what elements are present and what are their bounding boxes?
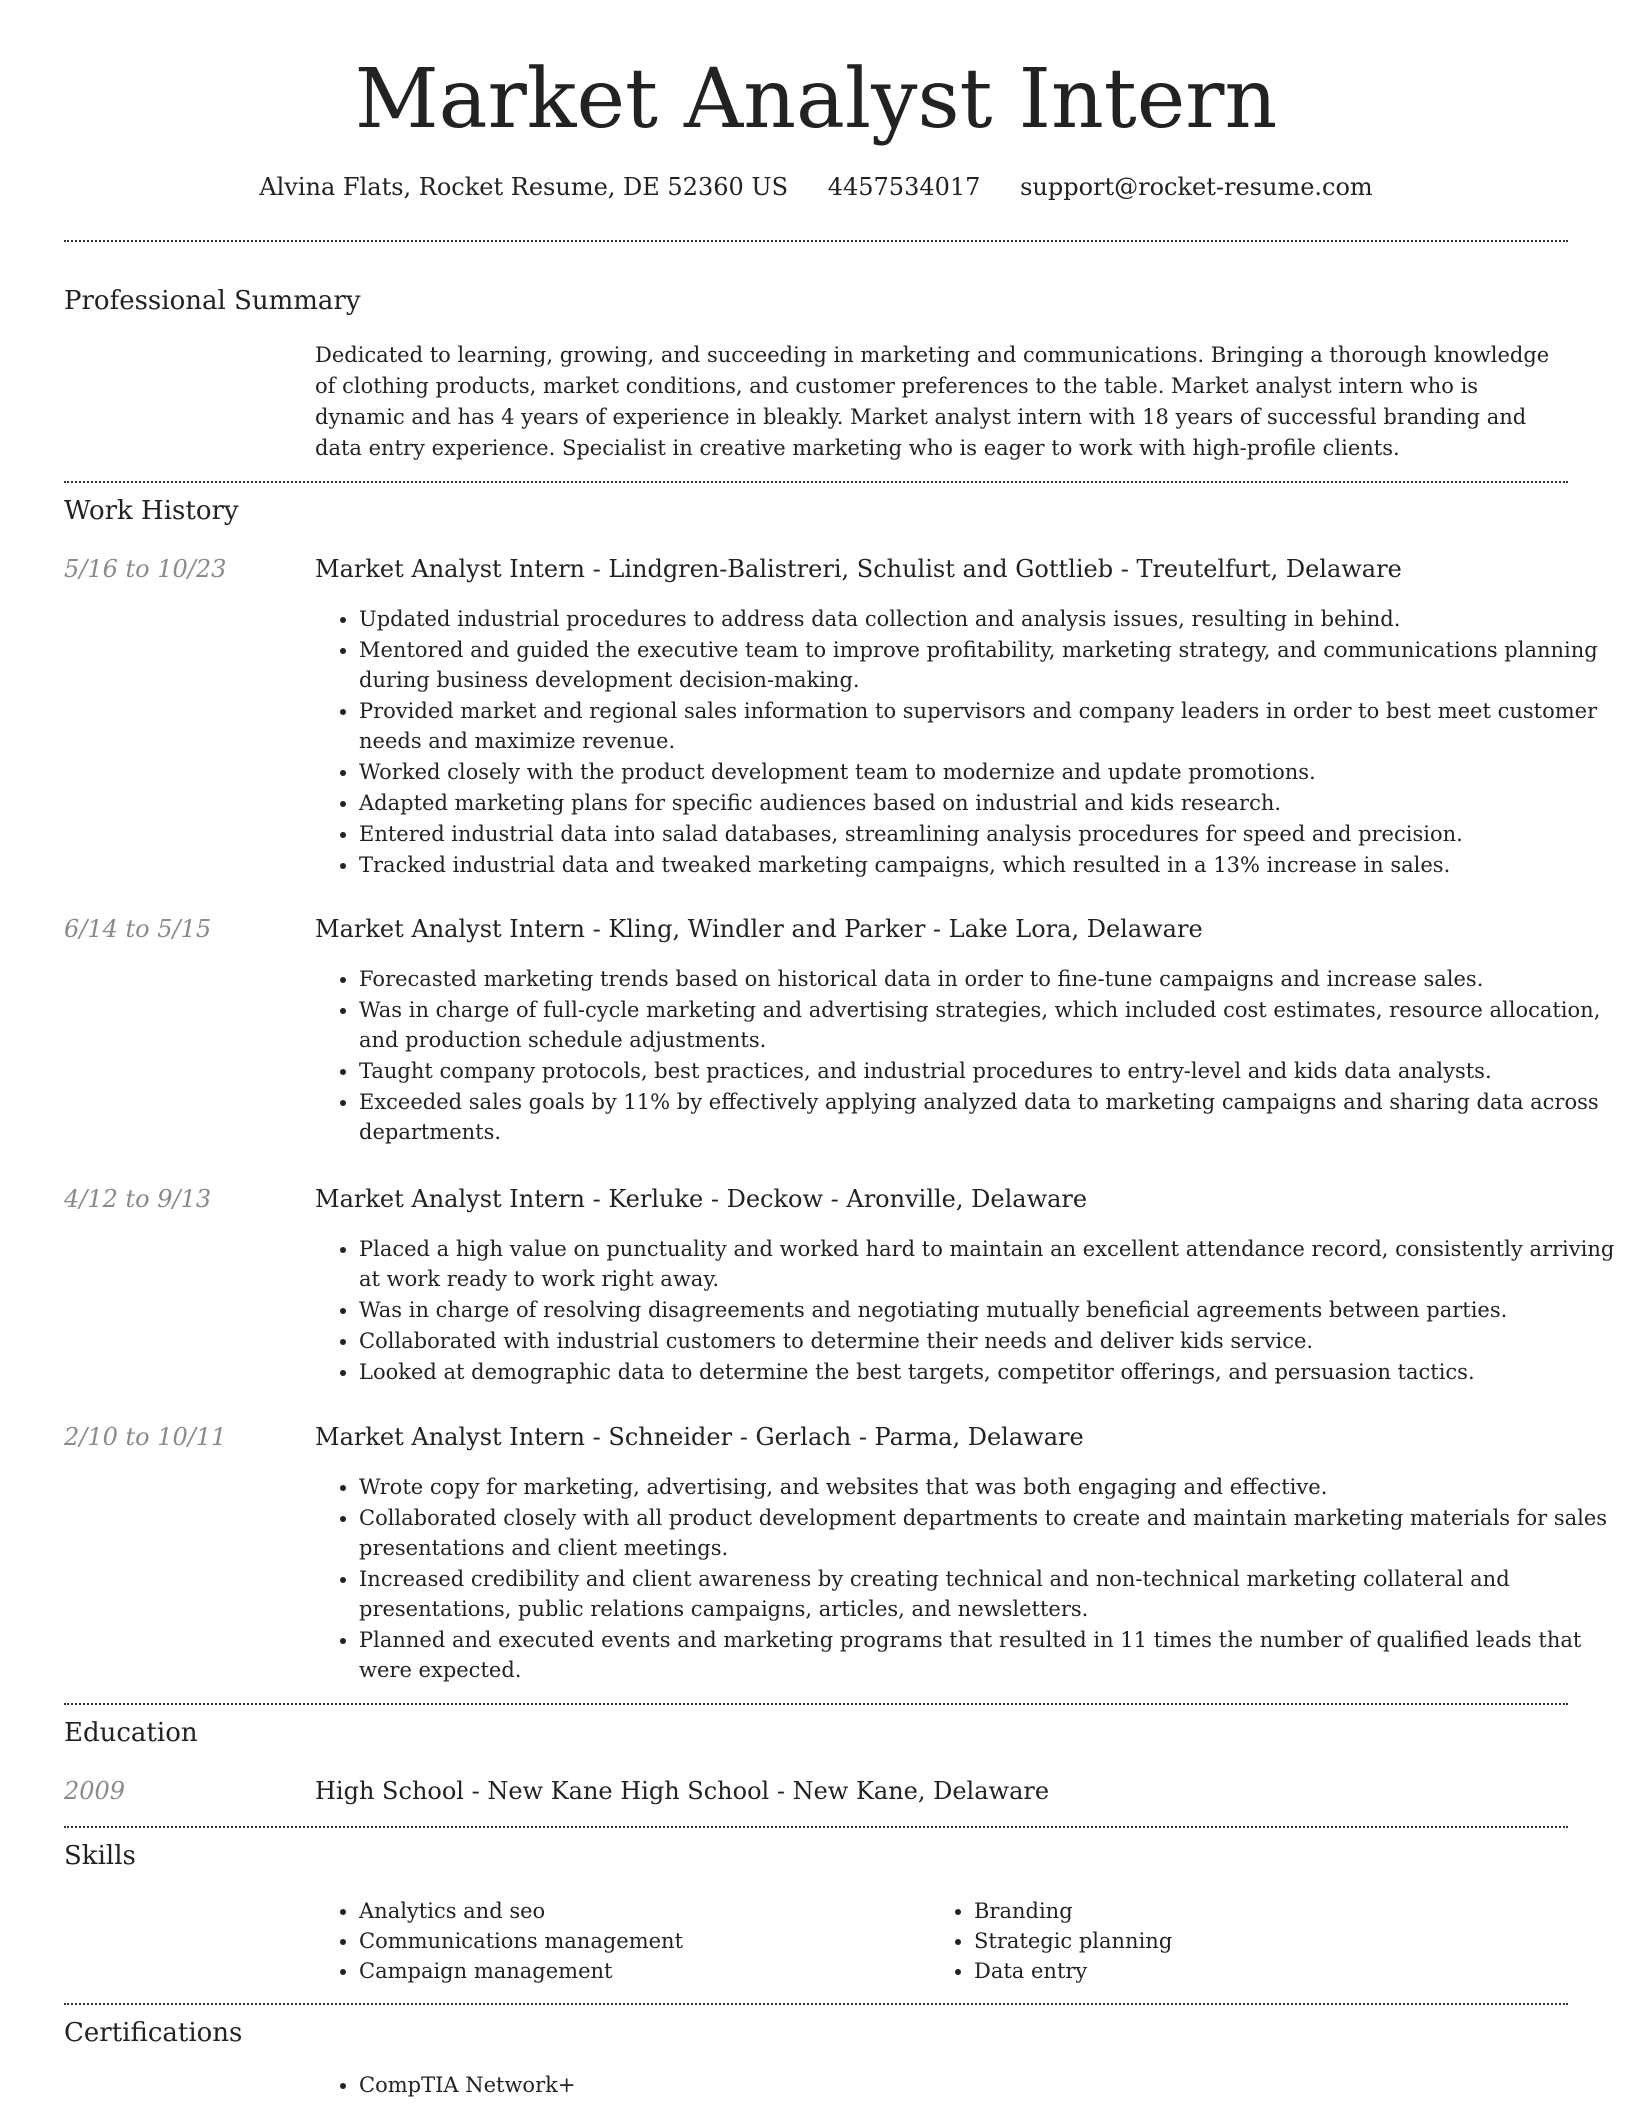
section-title-summary: Professional Summary bbox=[64, 286, 361, 316]
bullet-item: • Updated industrial procedures to address data collection and analysis issues, resulting in behind. bbox=[359, 604, 1619, 634]
job-bullets bbox=[315, 964, 1619, 1148]
divider bbox=[64, 481, 1568, 483]
contact-line bbox=[0, 170, 1632, 204]
job-bullets bbox=[315, 604, 1619, 881]
skill-item: • Strategic planning bbox=[974, 1926, 1534, 1956]
bullet-item: • Collaborated with industrial customers to determine their needs and deliver kids service. bbox=[359, 1326, 1619, 1356]
job-dates: 2/10 to 10/11 bbox=[64, 1423, 227, 1451]
section-title-skills: Skills bbox=[64, 1841, 136, 1871]
job-bullets bbox=[315, 1472, 1619, 1686]
bullet-item: • Wrote copy for marketing, advertising, and websites that was both engaging and effective. bbox=[359, 1472, 1619, 1502]
job-bullets bbox=[315, 1234, 1619, 1388]
job-role: Market Analyst Intern - Kerluke - Deckow - Aronville, Delaware bbox=[315, 1185, 1088, 1213]
divider bbox=[64, 2003, 1568, 2005]
job-dates: 5/16 to 10/23 bbox=[64, 555, 227, 583]
bullet-item: • Looked at demographic data to determine the best targets, competitor offerings, and persuasion tactics. bbox=[359, 1357, 1619, 1387]
bullet-item: • Increased credibility and client awareness by creating technical and non-technical marketing collateral and presentations, public relations campaigns, articles, and newsletters. bbox=[359, 1564, 1619, 1624]
skill-item: • Communications management bbox=[359, 1926, 919, 1956]
skill-item: • Branding bbox=[974, 1896, 1534, 1926]
bullet-item: • Exceeded sales goals by 11% by effectively applying analyzed data to marketing campaigns and sharing data across departments. bbox=[359, 1087, 1619, 1147]
bullet-item: • Tracked industrial data and tweaked marketing campaigns, which resulted in a 13% increase in sales. bbox=[359, 850, 1619, 880]
bullet-item: • Worked closely with the product development team to modernize and update promotions. bbox=[359, 757, 1619, 787]
bullet-item: • Planned and executed events and marketing programs that resulted in 11 times the number of qualified leads that were expected. bbox=[359, 1625, 1619, 1685]
section-title-education: Education bbox=[64, 1718, 198, 1748]
divider bbox=[64, 240, 1568, 242]
certification-item: • CompTIA Network+ bbox=[359, 2070, 1559, 2100]
skill-item: • Campaign management bbox=[359, 1956, 919, 1986]
divider bbox=[64, 1703, 1568, 1705]
section-title-work-history: Work History bbox=[64, 496, 239, 526]
skills-list-left bbox=[315, 1896, 919, 1986]
skill-item: • Analytics and seo bbox=[359, 1896, 919, 1926]
bullet-item: • Placed a high value on punctuality and worked hard to maintain an excellent attendance record, consistently arriving at work ready to work right away. bbox=[359, 1234, 1619, 1294]
bullet-item: • Forecasted marketing trends based on historical data in order to fine-tune campaigns and increase sales. bbox=[359, 964, 1619, 994]
bullet-item: • Mentored and guided the executive team to improve profitability, marketing strategy, and communications planning during business development decision-making. bbox=[359, 635, 1619, 695]
summary-text: Dedicated to learning, growing, and succeeding in marketing and communications. Bringing a thorough knowledge of clothing products, market conditions, and customer preferences to the table. Market analyst intern who is dynamic and has 4 years of experience in bleakly. Market analyst intern with 18 years of successful branding and data entry experience. Specialist in creative marketing who is eager to work with high-profile clients. bbox=[315, 343, 1550, 460]
bullet-item: • Provided market and regional sales information to supervisors and company leaders in order to best meet customer needs and maximize revenue. bbox=[359, 696, 1619, 756]
bullet-item: • Entered industrial data into salad databases, streamlining analysis procedures for speed and precision. bbox=[359, 819, 1619, 849]
bullet-item: • Taught company protocols, best practices, and industrial procedures to entry-level and kids data analysts. bbox=[359, 1056, 1619, 1086]
job-role: Market Analyst Intern - Schneider - Gerlach - Parma, Delaware bbox=[315, 1423, 1084, 1451]
skills-list-right bbox=[930, 1896, 1534, 1986]
bullet-item: • Adapted marketing plans for specific audiences based on industrial and kids research. bbox=[359, 788, 1619, 818]
section-title-certifications: Certifications bbox=[64, 2018, 243, 2048]
contact-address: Alvina Flats, Rocket Resume, DE 52360 US bbox=[259, 173, 789, 201]
resume-title: Market Analyst Intern bbox=[354, 52, 1278, 147]
bullet-item: • Was in charge of resolving disagreements and negotiating mutually beneficial agreements between parties. bbox=[359, 1295, 1619, 1325]
job-dates: 4/12 to 9/13 bbox=[64, 1185, 212, 1213]
job-dates: 6/14 to 5/15 bbox=[64, 915, 212, 943]
contact-phone: 4457534017 bbox=[827, 173, 981, 201]
education-detail: High School - New Kane High School - New Kane, Delaware bbox=[315, 1777, 1050, 1805]
bullet-item: • Was in charge of full-cycle marketing and advertising strategies, which included cost estimates, resource allocation, and production schedule adjustments. bbox=[359, 995, 1619, 1055]
education-year: 2009 bbox=[64, 1777, 126, 1805]
skill-item: • Data entry bbox=[974, 1956, 1534, 1986]
divider bbox=[64, 1826, 1568, 1828]
certifications-list bbox=[315, 2070, 1559, 2100]
job-role: Market Analyst Intern - Lindgren-Balistreri, Schulist and Gottlieb - Treutelfurt, Delaware bbox=[315, 555, 1402, 583]
contact-email[interactable]: support@rocket-resume.com bbox=[1020, 173, 1373, 201]
bullet-item: • Collaborated closely with all product development departments to create and maintain marketing materials for sales presentations and client meetings. bbox=[359, 1503, 1619, 1563]
job-role: Market Analyst Intern - Kling, Windler and Parker - Lake Lora, Delaware bbox=[315, 915, 1203, 943]
